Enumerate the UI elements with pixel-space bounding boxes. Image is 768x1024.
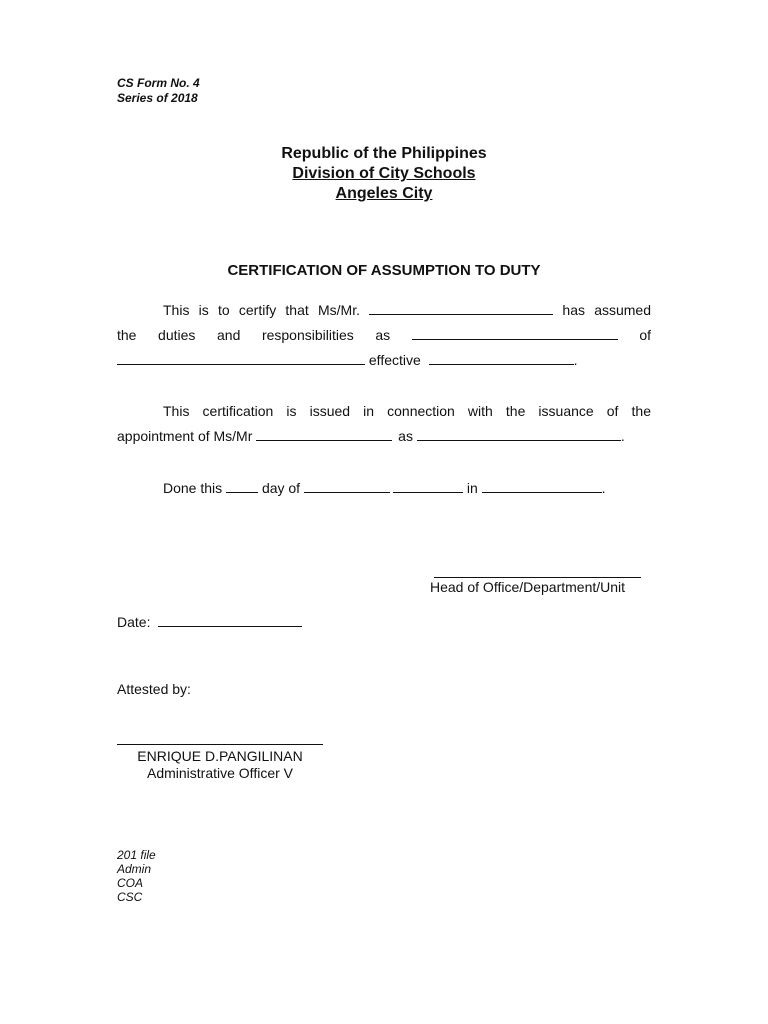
copy-item: COA [117,876,144,890]
letterhead [0,144,768,204]
attester-name: ENRIQUE D.PANGILINAN [137,748,303,764]
copy-item: CSC [117,890,143,904]
paragraph-1-line-2: the duties and responsibilities as of [117,327,652,343]
date-blank[interactable] [158,614,302,627]
paragraph-2 [117,399,651,449]
date-label: Date: [117,614,151,630]
copy-list [117,848,156,904]
appointee-blank[interactable] [256,428,392,441]
office-blank[interactable] [117,352,365,365]
copy-item: Admin [117,862,152,876]
form-series: Series of 2018 [117,91,198,105]
position-blank[interactable] [412,327,618,340]
year-blank[interactable] [393,480,463,493]
name-blank[interactable] [369,302,553,315]
effective-date-blank[interactable] [429,352,574,365]
date-row [117,614,302,630]
attester-block [117,748,323,782]
header-line-1: Republic of the Philippines [281,145,487,162]
paragraph-2-line-1: This certification is issued in connection with the issuance of the [163,403,651,419]
paragraph-1-line-3: effective . [117,348,651,373]
place-blank[interactable] [482,480,602,493]
appointment-position-blank[interactable] [417,428,621,441]
paragraph-3-line-1: Done this day of in . [163,480,606,496]
head-signature-label: Head of Office/Department/Unit [430,579,626,595]
paragraph-2-line-2: appointment of Ms/Mr as . [117,428,625,444]
attested-label: Attested by: [117,681,191,697]
form-number: CS Form No. 4 [117,76,200,90]
header-line-3: Angeles City [335,185,433,202]
paragraph-1-line-1: This is to certify that Ms/Mr. has assumed [163,302,651,318]
header-line-2: Division of City Schools [292,165,476,182]
attester-signature-line[interactable] [117,744,323,745]
document-title: CERTIFICATION OF ASSUMPTION TO DUTY [227,262,541,279]
paragraph-1 [117,298,651,373]
day-blank[interactable] [226,480,258,493]
attester-position: Administrative Officer V [146,765,293,781]
form-meta [117,76,200,106]
paragraph-3 [117,476,651,501]
head-signature-line[interactable] [434,577,641,578]
month-blank[interactable] [304,480,390,493]
copy-item: 201 file [117,848,156,862]
